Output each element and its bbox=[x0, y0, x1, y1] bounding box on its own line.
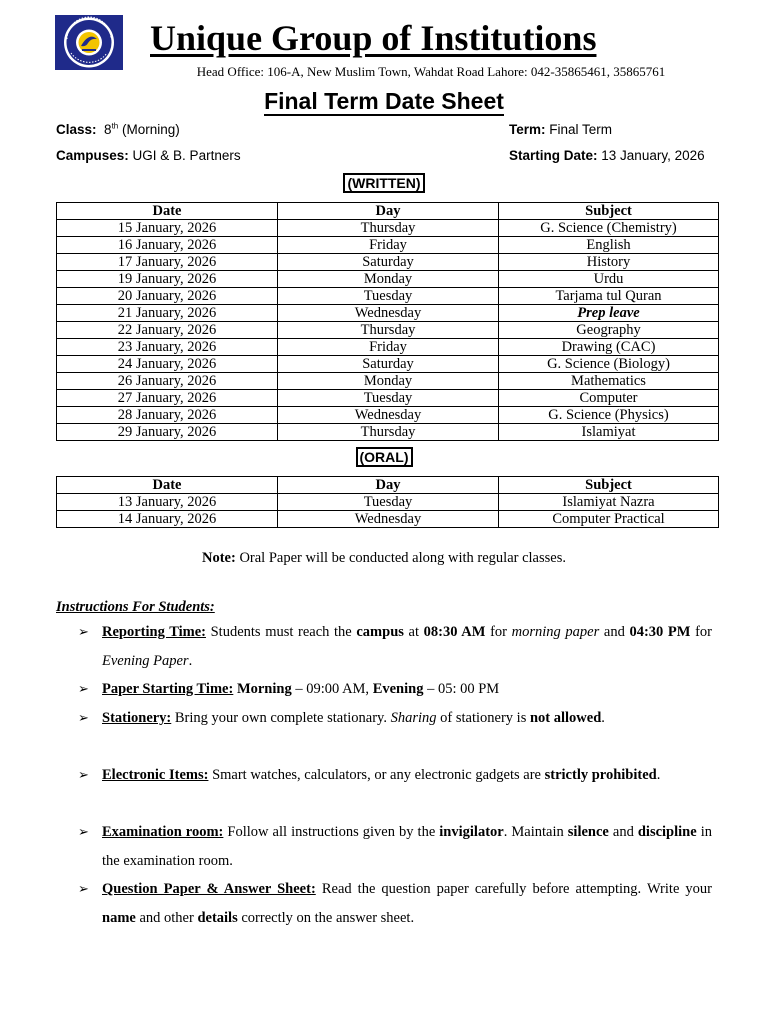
instruction-bold: campus bbox=[356, 624, 404, 640]
subject-cell: Geography bbox=[499, 322, 719, 339]
day-cell: Monday bbox=[278, 271, 499, 288]
column-header-day: Day bbox=[278, 477, 499, 494]
page-title-text: Final Term Date Sheet bbox=[264, 88, 504, 114]
instruction-fragment: Bring your own complete stationary. bbox=[171, 710, 391, 726]
page-title bbox=[0, 86, 768, 116]
table-header-row bbox=[57, 477, 719, 494]
table-row bbox=[57, 424, 719, 441]
date-cell: 17 January, 2026 bbox=[57, 254, 278, 271]
subject-cell: Tarjama tul Quran bbox=[499, 288, 719, 305]
date-cell: 13 January, 2026 bbox=[57, 494, 278, 511]
starting-date-info bbox=[509, 147, 705, 165]
instruction-bold: details bbox=[197, 909, 238, 926]
subject-cell: Computer Practical bbox=[499, 511, 719, 528]
table-header-row bbox=[57, 203, 719, 220]
bullet-arrow-icon: ➢ bbox=[78, 881, 89, 896]
campuses-label: Campuses: bbox=[56, 148, 129, 163]
instruction-bold: 08:30 AM bbox=[423, 624, 486, 640]
written-section-label bbox=[0, 174, 768, 192]
instructions-heading: Instructions For Students: bbox=[56, 599, 215, 615]
instruction-text bbox=[102, 875, 712, 932]
instruction-bold: discipline bbox=[637, 824, 697, 840]
written-label-text: (WRITTEN) bbox=[343, 173, 424, 193]
table-row bbox=[57, 237, 719, 254]
instruction-text bbox=[102, 675, 712, 704]
column-header-day: Day bbox=[278, 203, 499, 220]
subject-cell: English bbox=[499, 237, 719, 254]
instruction-bold: name bbox=[102, 909, 136, 926]
subject-cell: G. Science (Biology) bbox=[499, 356, 719, 373]
subject-cell: Mathematics bbox=[499, 373, 719, 390]
day-cell: Wednesday bbox=[278, 407, 499, 424]
date-cell: 22 January, 2026 bbox=[57, 322, 278, 339]
class-number: 8 bbox=[104, 122, 112, 137]
instruction-text bbox=[102, 618, 712, 675]
instruction-fragment: . Maintain bbox=[503, 824, 568, 840]
written-exam-table bbox=[56, 202, 719, 441]
subject-cell: Urdu bbox=[499, 271, 719, 288]
day-cell: Tuesday bbox=[278, 494, 499, 511]
campuses-value: UGI & B. Partners bbox=[132, 148, 241, 163]
table-row bbox=[57, 305, 719, 322]
instruction-bold: silence bbox=[567, 824, 609, 840]
date-cell: 14 January, 2026 bbox=[57, 511, 278, 528]
instruction-fragment: correctly on the answer sheet. bbox=[237, 909, 415, 926]
subject-cell: Computer bbox=[499, 390, 719, 407]
instruction-bold: strictly prohibited bbox=[544, 767, 657, 783]
instruction-fragment: for bbox=[485, 624, 512, 640]
oral-label-text: (ORAL) bbox=[356, 447, 413, 467]
instruction-fragment: – 05: 00 PM bbox=[423, 681, 500, 697]
instruction-fragment: for bbox=[690, 624, 712, 640]
instruction-fragment: – 09:00 AM, bbox=[291, 681, 373, 697]
instruction-fragment: and other bbox=[135, 909, 198, 926]
instruction-fragment: . bbox=[601, 710, 605, 726]
day-cell: Tuesday bbox=[278, 288, 499, 305]
table-row bbox=[57, 220, 719, 237]
subject-cell: G. Science (Physics) bbox=[499, 407, 719, 424]
day-cell: Wednesday bbox=[278, 305, 499, 322]
instruction-text bbox=[102, 761, 712, 790]
note-text: Oral Paper will be conducted along with regular classes. bbox=[235, 550, 566, 566]
day-cell: Wednesday bbox=[278, 511, 499, 528]
table-row bbox=[57, 288, 719, 305]
date-cell: 27 January, 2026 bbox=[57, 390, 278, 407]
term-label: Term: bbox=[509, 122, 546, 137]
oral-section-label bbox=[0, 448, 768, 466]
instruction-fragment: and bbox=[599, 624, 630, 640]
column-header-subject: Subject bbox=[499, 477, 719, 494]
instruction-fragment: and bbox=[608, 824, 638, 840]
institution-logo-emblem bbox=[55, 15, 123, 70]
date-cell: 26 January, 2026 bbox=[57, 373, 278, 390]
instruction-text bbox=[102, 704, 712, 733]
bullet-arrow-icon: ➢ bbox=[78, 824, 89, 839]
date-cell: 28 January, 2026 bbox=[57, 407, 278, 424]
instruction-label: Question Paper & Answer Sheet: bbox=[102, 881, 316, 897]
instruction-bold: Morning bbox=[236, 681, 292, 697]
instruction-fragment: . bbox=[656, 767, 661, 783]
instruction-fragment: Smart watches, calculators, or any electronic gadgets are bbox=[208, 767, 545, 783]
class-label: Class: bbox=[56, 122, 97, 137]
day-cell: Saturday bbox=[278, 356, 499, 373]
bullet-arrow-icon: ➢ bbox=[78, 681, 89, 696]
instruction-fragment: . bbox=[188, 652, 193, 669]
day-cell: Friday bbox=[278, 237, 499, 254]
oral-exam-table bbox=[56, 476, 719, 528]
column-header-subject: Subject bbox=[499, 203, 719, 220]
column-header-date: Date bbox=[57, 477, 278, 494]
day-cell: Tuesday bbox=[278, 390, 499, 407]
instruction-bold: Evening bbox=[372, 681, 424, 697]
instruction-bold: not allowed bbox=[529, 710, 602, 726]
subject-cell: Islamiyat Nazra bbox=[499, 494, 719, 511]
subject-cell: G. Science (Chemistry) bbox=[499, 220, 719, 237]
oral-note bbox=[0, 549, 768, 567]
date-cell: 16 January, 2026 bbox=[57, 237, 278, 254]
table-row bbox=[57, 271, 719, 288]
instruction-fragment: Follow all instructions given by the bbox=[223, 824, 440, 840]
instruction-label: Examination room: bbox=[102, 824, 224, 840]
instruction-fragment: in the examination room. bbox=[102, 824, 712, 869]
subject-cell: Drawing (CAC) bbox=[499, 339, 719, 356]
note-label: Note: bbox=[201, 550, 236, 566]
date-cell: 21 January, 2026 bbox=[57, 305, 278, 322]
instruction-bold: 04:30 PM bbox=[629, 624, 691, 640]
term-info bbox=[509, 121, 612, 139]
table-row bbox=[57, 407, 719, 424]
instruction-italic: Evening Paper bbox=[102, 652, 189, 669]
date-cell: 23 January, 2026 bbox=[57, 339, 278, 356]
instruction-fragment: Read the question paper carefully before attempting. Write your bbox=[315, 881, 713, 897]
table-row bbox=[57, 254, 719, 271]
table-row bbox=[57, 356, 719, 373]
subject-cell: History bbox=[499, 254, 719, 271]
instruction-italic: morning paper bbox=[511, 624, 600, 640]
table-row bbox=[57, 373, 719, 390]
date-cell: 15 January, 2026 bbox=[57, 220, 278, 237]
bullet-arrow-icon: ➢ bbox=[78, 710, 89, 725]
day-cell: Saturday bbox=[278, 254, 499, 271]
subject-cell-prep-leave: Prep leave bbox=[499, 305, 719, 322]
institution-logo bbox=[55, 15, 123, 70]
instruction-italic: Sharing bbox=[390, 710, 437, 726]
table-row bbox=[57, 511, 719, 528]
instruction-label: Reporting Time: bbox=[102, 624, 206, 640]
starting-date-label: Starting Date: bbox=[509, 148, 598, 163]
bullet-arrow-icon: ➢ bbox=[78, 624, 89, 639]
instruction-label: Stationery: bbox=[102, 710, 172, 726]
date-cell: 29 January, 2026 bbox=[57, 424, 278, 441]
instruction-label: Paper Starting Time: bbox=[102, 681, 234, 697]
table-row bbox=[57, 390, 719, 407]
campuses-info bbox=[56, 147, 241, 165]
day-cell: Monday bbox=[278, 373, 499, 390]
day-cell: Thursday bbox=[278, 424, 499, 441]
date-cell: 19 January, 2026 bbox=[57, 271, 278, 288]
day-cell: Friday bbox=[278, 339, 499, 356]
instruction-fragment: of stationery is bbox=[436, 710, 530, 726]
class-shift: (Morning) bbox=[122, 122, 180, 137]
table-row bbox=[57, 494, 719, 511]
day-cell: Thursday bbox=[278, 220, 499, 237]
class-suffix: th bbox=[111, 121, 119, 131]
starting-date-value: 13 January, 2026 bbox=[601, 148, 705, 163]
table-row bbox=[57, 339, 719, 356]
date-cell: 20 January, 2026 bbox=[57, 288, 278, 305]
class-info bbox=[56, 121, 180, 139]
instruction-label: Electronic Items: bbox=[102, 767, 209, 783]
bullet-arrow-icon: ➢ bbox=[78, 767, 89, 782]
date-cell: 24 January, 2026 bbox=[57, 356, 278, 373]
head-office-address: Head Office: 106-A, New Muslim Town, Wahdat Road Lahore: 042-35865461, 35865761 bbox=[196, 64, 666, 79]
instruction-fragment: at bbox=[403, 624, 424, 640]
table-row bbox=[57, 322, 719, 339]
subject-cell: Islamiyat bbox=[499, 424, 719, 441]
term-value: Final Term bbox=[549, 122, 613, 137]
instruction-text bbox=[102, 818, 712, 875]
column-header-date: Date bbox=[57, 203, 278, 220]
institution-name: Unique Group of Institutions bbox=[150, 18, 597, 58]
day-cell: Thursday bbox=[278, 322, 499, 339]
instruction-fragment: Students must reach the bbox=[205, 624, 357, 640]
instruction-bold: invigilator bbox=[439, 824, 504, 840]
